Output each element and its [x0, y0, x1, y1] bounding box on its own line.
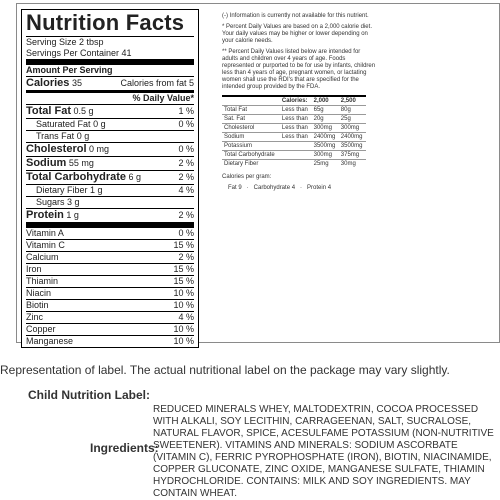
vitamin-row — [26, 323, 194, 335]
nutrient-row — [26, 130, 194, 142]
dv-table-cell: Total Carbohydrate — [222, 151, 280, 160]
dv-table-cell: Less than — [280, 115, 312, 124]
nutrition-label-panel — [16, 3, 500, 346]
vitamin-percent: 10 % — [173, 336, 194, 346]
nutrient-label: Total Carbohydrate — [26, 171, 127, 183]
dv-table-cell: 375mg — [339, 151, 366, 160]
nutrient-amount: 0 mg — [89, 144, 110, 154]
nutrient-amount: 0 g — [76, 131, 90, 141]
nutrient-label: Total Fat — [26, 105, 72, 117]
dv-header-cell: Calories: — [280, 96, 312, 106]
percent-dv-note-2: ** Percent Daily Values listed below are intended for adults and children over 4 years of age. Foods represented or purported to be for use by infants, children less than 4 years of age, pregnant women, or lactating women shall use the RDI's that are specified for the intended group provided by the FDA. — [222, 49, 376, 90]
dv-table-cell: 2400mg — [312, 133, 339, 142]
nutrient-row — [26, 142, 194, 156]
nutrient-row — [26, 208, 194, 222]
child-nutrition-label: Child Nutrition Label: — [28, 388, 150, 402]
nutrient-label: Sodium — [26, 157, 67, 169]
vitamin-label: Niacin — [26, 288, 52, 298]
nutrient-label: Dietary Fiber — [36, 185, 88, 195]
vitamin-row — [26, 299, 194, 311]
daily-value-header-row — [26, 93, 194, 104]
nutrient-amount: 1 g — [90, 185, 103, 195]
nutrient-amount: 1 g — [66, 210, 79, 220]
calories-per-gram: Fat 9 · Carbohydrate 4 · Protein 4 — [228, 185, 332, 191]
daily-values-table — [222, 95, 366, 168]
nutrient-label: Protein — [26, 209, 64, 221]
vitamin-row — [26, 263, 194, 275]
dv-table-cell: 300mg — [312, 124, 339, 133]
amount-per-serving: Amount Per Serving — [26, 65, 113, 75]
vitamin-label: Calcium — [26, 252, 59, 262]
vitamin-label: Iron — [26, 264, 42, 274]
dv-table-cell: Sat. Fat — [222, 115, 280, 124]
vitamin-percent: 2 % — [178, 252, 194, 262]
nutrient-name-amount — [26, 157, 94, 170]
dv-table-row — [222, 124, 366, 133]
calories-row — [26, 76, 194, 90]
nutrition-facts-box — [21, 9, 199, 348]
dv-table-cell: 30mg — [339, 160, 366, 169]
percent-dv-note: * Percent Daily Values are based on a 2,000 calorie diet. Your daily values may be higher or lower depending on your calorie needs. — [222, 24, 372, 44]
nutrient-amount: 0 g — [93, 119, 106, 129]
footnotes-column — [222, 13, 494, 196]
nutrient-label: Cholesterol — [26, 143, 87, 155]
nutrient-name-amount — [26, 171, 141, 184]
label-caption: Representation of label. The actual nutritional label on the package may vary slightly. — [0, 363, 450, 377]
dv-table-row — [222, 133, 366, 142]
nutrient-rows — [26, 104, 194, 222]
dv-table-cell: 20g — [312, 115, 339, 124]
vitamin-row — [26, 228, 194, 239]
nutrient-row — [26, 104, 194, 118]
dv-table-cell: 3500mg — [339, 142, 366, 151]
nutrient-name-amount — [36, 185, 103, 196]
vitamin-row — [26, 335, 194, 347]
nutrient-name-amount — [36, 119, 106, 130]
ingredients-text: REDUCED MINERALS WHEY, MALTODEXTRIN, COCOA PROCESSED WITH ALKALI, SOY LECITHIN, CARRAGEENAN, SALT, SUCRALOSE, NATURAL FLAVOR, SPICE, ACESULFAME POTASSIUM (NON-NUTRITIVE SWEETENER). VITAMINS AND MINERALS: SODIUM ASCORBATE (VITAMIN C), FERRIC PYROPHOSPHATE (IRON), BIOTIN, NIACINAMIDE, COPPER GLUCONATE, ZINC OXIDE, MANGANESE SULFATE, THIAMIN HYDROCHLORIDE. CONTAINS: MILK AND SOY INGREDIENTS. MAY CONTAIN WHEAT. — [153, 404, 494, 499]
vitamin-rows — [26, 228, 194, 347]
dv-table-cell: Total Fat — [222, 106, 280, 115]
daily-value-header: % Daily Value* — [132, 93, 194, 103]
vitamin-percent: 15 % — [173, 276, 194, 286]
vitamin-row — [26, 275, 194, 287]
nutrient-row — [26, 156, 194, 170]
info-unavailable-note: (-) Information is currently not available for this nutrient. — [222, 13, 369, 19]
dv-header-cell: 2,500 — [339, 96, 366, 106]
nutrient-amount: 3 g — [67, 197, 80, 207]
nutrient-percent: 0 % — [178, 144, 194, 154]
servings-per-container: Servings Per Container 41 — [26, 48, 132, 58]
dv-table-cell — [280, 142, 312, 151]
dv-table-cell: Cholesterol — [222, 124, 280, 133]
dv-table-cell: Potassium — [222, 142, 280, 151]
dv-table-row — [222, 142, 366, 151]
vitamin-row — [26, 251, 194, 263]
calories-from-fat: Calories from fat 5 — [120, 78, 194, 88]
dv-table-row — [222, 106, 366, 115]
nutrient-percent: 2 % — [178, 210, 194, 220]
nutrient-name-amount — [26, 105, 94, 118]
vitamin-percent: 10 % — [173, 324, 194, 334]
vitamin-label: Thiamin — [26, 276, 59, 286]
vitamin-percent: 15 % — [173, 264, 194, 274]
nutrient-row — [26, 196, 194, 208]
vitamin-row — [26, 287, 194, 299]
dv-table-row — [222, 160, 366, 169]
nutrient-percent: 0 % — [178, 119, 194, 129]
calories-label: Calories — [26, 77, 70, 89]
dv-table-cell: 80g — [339, 106, 366, 115]
nutrient-label: Saturated Fat — [36, 119, 91, 129]
dv-table-cell — [280, 151, 312, 160]
dv-table-cell: Dietary Fiber — [222, 160, 280, 169]
dv-table-row — [222, 151, 366, 160]
vitamin-label: Manganese — [26, 336, 74, 346]
vitamin-label: Vitamin C — [26, 240, 65, 250]
vitamin-label: Copper — [26, 324, 56, 334]
vitamin-percent: 15 % — [173, 240, 194, 250]
serving-size: Serving Size 2 tbsp — [26, 37, 104, 47]
dv-table-cell: Sodium — [222, 133, 280, 142]
nutrient-name-amount — [26, 209, 79, 222]
nutrient-name-amount — [36, 131, 89, 142]
dv-table-cell: 25g — [339, 115, 366, 124]
nutrient-percent: 2 % — [178, 158, 194, 168]
vitamin-row — [26, 239, 194, 251]
calories-value: 35 — [71, 78, 82, 88]
dv-table-header — [222, 96, 366, 106]
vitamin-row — [26, 311, 194, 323]
nutrient-label: Trans Fat — [36, 131, 75, 141]
nutrient-row — [26, 170, 194, 184]
dv-table-cell: Less than — [280, 124, 312, 133]
vitamin-percent: 4 % — [178, 312, 194, 322]
nutrition-facts-title: Nutrition Facts — [26, 10, 185, 35]
nutrient-label: Sugars — [36, 197, 65, 207]
dv-table-cell — [280, 160, 312, 169]
dv-table-cell: 300mg — [312, 151, 339, 160]
nutrient-row — [26, 118, 194, 130]
nutrient-name-amount — [26, 143, 109, 156]
nutrient-percent: 4 % — [178, 185, 194, 195]
vitamin-label: Vitamin A — [26, 228, 64, 238]
dv-header-cell: 2,000 — [312, 96, 339, 106]
ingredients-label: Ingredients: — [90, 441, 159, 455]
nutrient-amount: 55 mg — [68, 158, 94, 168]
nutrient-amount: 0.5 g — [73, 106, 94, 116]
dv-table-cell: Less than — [280, 106, 312, 115]
calories-per-gram-label: Calories per gram: — [222, 174, 272, 180]
vitamin-percent: 0 % — [178, 228, 194, 238]
vitamin-label: Biotin — [26, 300, 49, 310]
nutrient-row — [26, 184, 194, 196]
nutrient-name-amount — [36, 197, 80, 208]
dv-table-row — [222, 115, 366, 124]
vitamin-percent: 10 % — [173, 300, 194, 310]
dv-table-cell: 2400mg — [339, 133, 366, 142]
nutrient-amount: 6 g — [128, 172, 142, 182]
dv-table-cell: Less than — [280, 133, 312, 142]
dv-table-cell: 300mg — [339, 124, 366, 133]
dv-table-cell: 3500mg — [312, 142, 339, 151]
nutrient-percent: 2 % — [178, 172, 194, 182]
nutrient-percent: 1 % — [178, 106, 194, 116]
vitamin-percent: 10 % — [173, 288, 194, 298]
dv-table-cell: 65g — [312, 106, 339, 115]
dv-table-cell: 25mg — [312, 160, 339, 169]
vitamin-label: Zinc — [26, 312, 44, 322]
